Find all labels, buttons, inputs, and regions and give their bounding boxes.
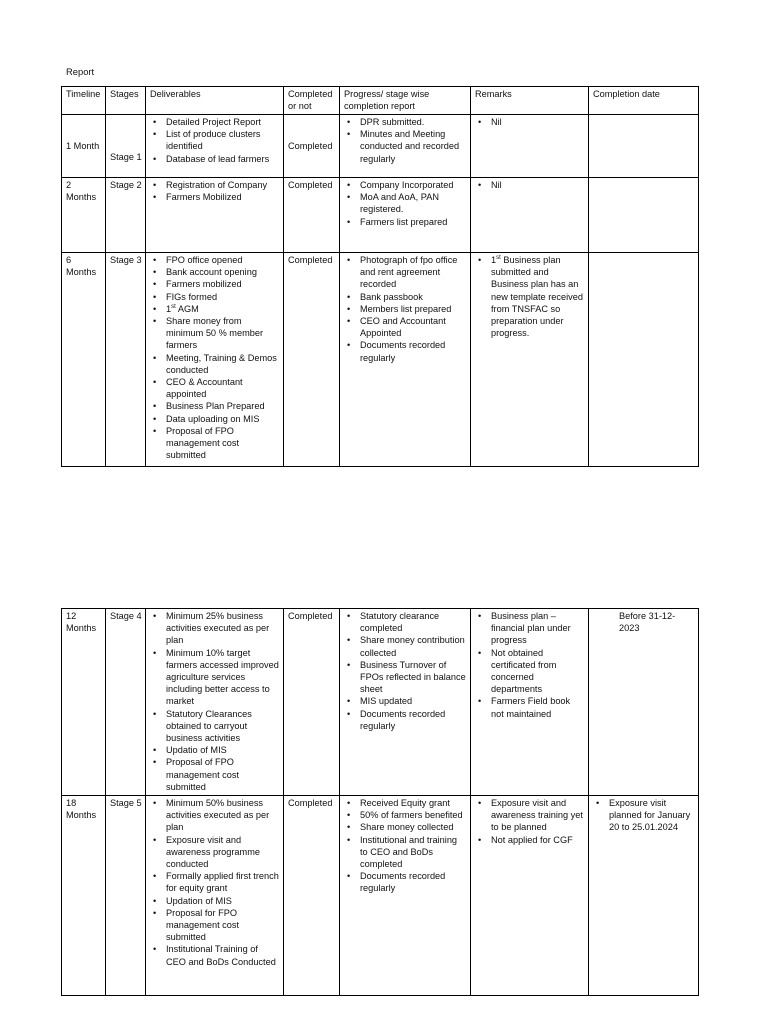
- completed-cell: Completed: [284, 115, 340, 178]
- list-item: • Statutory Clearances obtained to carryout business activities: [150, 708, 280, 745]
- list-item: • Minimum 50% business activities executed as per plan: [150, 797, 280, 834]
- list-item: • Updatio of MIS: [150, 744, 280, 756]
- list-item: • CEO and Accountant Appointed: [344, 315, 467, 339]
- deliverables-cell: [146, 796, 284, 996]
- list-item: • Documents recorded regularly: [344, 708, 467, 732]
- timeline-cell: 2 Months: [62, 178, 106, 253]
- remarks-cell: [471, 796, 589, 996]
- header-stages: Stages: [106, 87, 146, 115]
- completion-date-cell: [589, 178, 699, 253]
- header-completion-date: Completion date: [589, 87, 699, 115]
- header-progress: Progress/ stage wise completion report: [340, 87, 471, 115]
- timeline-cell: 6 Months: [62, 253, 106, 467]
- timeline-cell: 1 Month: [62, 115, 106, 178]
- list-item: • Proposal for FPO management cost submitted: [150, 907, 280, 944]
- header-deliverables: Deliverables: [146, 87, 284, 115]
- deliverables-cell: [146, 609, 284, 796]
- stage-cell: Stage 4: [106, 609, 146, 796]
- completed-cell: Completed: [284, 796, 340, 996]
- completion-date-cell: [589, 796, 699, 996]
- list-item: • Meeting, Training & Demos conducted: [150, 352, 280, 376]
- list-item: • Business plan – financial plan under progress: [475, 610, 585, 647]
- list-item: • Bank account opening: [150, 266, 280, 278]
- list-item: • Data uploading on MIS: [150, 413, 280, 425]
- remarks-cell: [471, 609, 589, 796]
- list-item: • Not obtained certificated from concerned departments: [475, 647, 585, 696]
- list-item: • 1st AGM: [150, 303, 280, 315]
- stage-cell: Stage 3: [106, 253, 146, 467]
- list-item: • Farmers Field book not maintained: [475, 695, 585, 719]
- timeline-cell: 18 Months: [62, 796, 106, 996]
- stages-table-part-2: [61, 608, 699, 996]
- list-item: • MIS updated: [344, 695, 467, 707]
- table-row: [62, 115, 699, 178]
- stage-cell: Stage 2: [106, 178, 146, 253]
- list-item: • Not applied for CGF: [475, 834, 585, 846]
- list-item: • Photograph of fpo office and rent agreement recorded: [344, 254, 467, 291]
- completed-cell: Completed: [284, 178, 340, 253]
- progress-cell: [340, 253, 471, 467]
- progress-cell: [340, 796, 471, 996]
- list-item: • Share money contribution collected: [344, 634, 467, 658]
- remarks-cell: [471, 115, 589, 178]
- list-item: • Exposure visit planned for January 20 to 25.01.2024: [593, 797, 695, 834]
- table-row: [62, 609, 699, 796]
- stage-cell: Stage 1: [106, 115, 146, 178]
- header-completed: Completed or not: [284, 87, 340, 115]
- list-item: • Formally applied first trench for equity grant: [150, 870, 280, 894]
- list-item: • Exposure visit and awareness programme conducted: [150, 834, 280, 871]
- header-timeline: Timeline: [62, 87, 106, 115]
- list-item: • Nil: [475, 179, 585, 191]
- list-item: • Farmers list prepared: [344, 216, 467, 228]
- completed-cell: Completed: [284, 253, 340, 467]
- list-item: • FPO office opened: [150, 254, 280, 266]
- remarks-cell: [471, 253, 589, 467]
- list-item: • Farmers mobilized: [150, 278, 280, 290]
- list-item: • Minimum 10% target farmers accessed improved agriculture services including better access to market: [150, 647, 280, 708]
- stage-cell: Stage 5: [106, 796, 146, 996]
- list-item: • Business Plan Prepared: [150, 400, 280, 412]
- list-item: • 1st Business plan submitted and Business plan has an new template received from TNSFAC so preparation under progress.: [475, 254, 585, 339]
- list-item: • Documents recorded regularly: [344, 870, 467, 894]
- list-item: • CEO & Accountant appointed: [150, 376, 280, 400]
- list-item: • Bank passbook: [344, 291, 467, 303]
- report-title: Report: [66, 66, 95, 77]
- list-item: • MoA and AoA, PAN registered.: [344, 191, 467, 215]
- list-item: • Institutional Training of CEO and BoDs Conducted: [150, 943, 280, 967]
- list-item: • Minimum 25% business activities executed as per plan: [150, 610, 280, 647]
- list-item: • Share money from minimum 50 % member farmers: [150, 315, 280, 352]
- list-item: • Share money collected: [344, 821, 467, 833]
- list-item: • FIGs formed: [150, 291, 280, 303]
- list-item: • Database of lead farmers: [150, 153, 280, 165]
- list-item: • Updation of MIS: [150, 895, 280, 907]
- header-remarks: Remarks: [471, 87, 589, 115]
- timeline-cell: 12 Months: [62, 609, 106, 796]
- list-item: • Minutes and Meeting conducted and recorded regularly: [344, 128, 467, 165]
- stages-table-part-1: [61, 86, 699, 467]
- list-item: • Detailed Project Report: [150, 116, 280, 128]
- table-row: [62, 178, 699, 253]
- completion-date-cell: [589, 115, 699, 178]
- progress-cell: [340, 115, 471, 178]
- completed-cell: Completed: [284, 609, 340, 796]
- list-item: • 50% of farmers benefited: [344, 809, 467, 821]
- list-item: • Company Incorporated: [344, 179, 467, 191]
- table-row: [62, 796, 699, 996]
- deliverables-cell: [146, 178, 284, 253]
- completion-date-cell: Before 31-12-2023: [589, 609, 699, 796]
- table-row: [62, 253, 699, 467]
- list-item: • Documents recorded regularly: [344, 339, 467, 363]
- list-item: • Institutional and training to CEO and BoDs completed: [344, 834, 467, 871]
- header-row: [62, 87, 699, 115]
- list-item: • List of produce clusters identified: [150, 128, 280, 152]
- list-item: • Members list prepared: [344, 303, 467, 315]
- list-item: • Nil: [475, 116, 585, 128]
- list-item: • Farmers Mobilized: [150, 191, 280, 203]
- list-item: • Registration of Company: [150, 179, 280, 191]
- list-item: • Proposal of FPO management cost submitted: [150, 756, 280, 793]
- completion-date-cell: [589, 253, 699, 467]
- deliverables-cell: [146, 115, 284, 178]
- list-item: • Statutory clearance completed: [344, 610, 467, 634]
- progress-cell: [340, 178, 471, 253]
- list-item: • Exposure visit and awareness training yet to be planned: [475, 797, 585, 834]
- list-item: • Received Equity grant: [344, 797, 467, 809]
- remarks-cell: [471, 178, 589, 253]
- deliverables-cell: [146, 253, 284, 467]
- list-item: • Proposal of FPO management cost submitted: [150, 425, 280, 462]
- progress-cell: [340, 609, 471, 796]
- list-item: • DPR submitted.: [344, 116, 467, 128]
- list-item: • Business Turnover of FPOs reflected in balance sheet: [344, 659, 467, 696]
